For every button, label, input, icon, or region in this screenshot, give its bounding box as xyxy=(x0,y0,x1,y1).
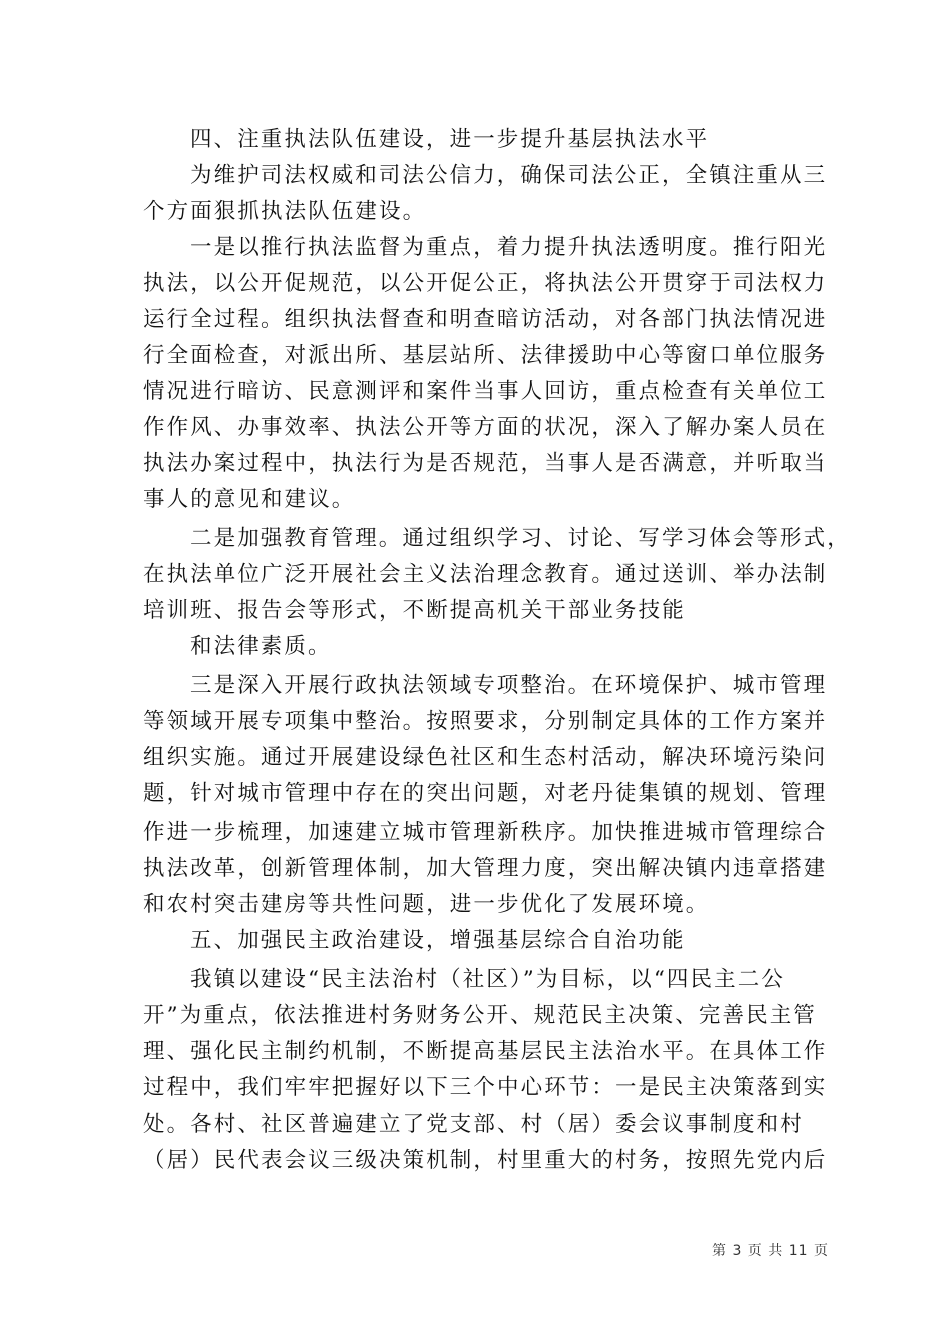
section-heading-5: 五、加强民主政治建设，增强基层综合自治功能 xyxy=(190,928,686,953)
paragraph-line: 我镇以建设“民主法治村（社区）”为目标，以“四民主二公 xyxy=(190,967,785,992)
paragraph-line: 和法律素质。 xyxy=(190,634,332,659)
paragraph-line: 处。各村、社区普遍建立了党支部、村（居）委会议事制度和村 xyxy=(143,1112,804,1137)
paragraph-line: 二是加强教育管理。通过组织学习、讨论、写学习体会等形式， xyxy=(190,526,851,551)
paragraph-line: 组织实施。通过开展建设绿色社区和生态村活动，解决环境污染问 xyxy=(143,745,828,770)
paragraph-line: 执法，以公开促规范，以公开促公正，将执法公开贯穿于司法权力 xyxy=(143,271,828,296)
paragraph-line: 过程中，我们牢牢把握好以下三个中心环节：一是民主决策落到实 xyxy=(143,1075,828,1100)
paragraph-line: 事人的意见和建议。 xyxy=(143,487,356,512)
section-heading-4: 四、注重执法队伍建设，进一步提升基层执法水平 xyxy=(190,127,710,152)
paragraph-line: 情况进行暗访、民意测评和案件当事人回访，重点检查有关单位工 xyxy=(143,379,828,404)
paragraph-line: 运行全过程。组织执法督查和明查暗访活动，对各部门执法情况进 xyxy=(143,307,828,332)
paragraph-line: 个方面狠抓执法队伍建设。 xyxy=(143,199,427,224)
paragraph-line: 题，针对城市管理中存在的突出问题，对老丹徒集镇的规划、管理 xyxy=(143,781,828,806)
paragraph-line: 为维护司法权威和司法公信力，确保司法公正，全镇注重从三 xyxy=(190,163,828,188)
paragraph-line: 一是以推行执法监督为重点，着力提升执法透明度。推行阳光 xyxy=(190,235,828,260)
paragraph-line: 行全面检查，对派出所、基层站所、法律援助中心等窗口单位服务 xyxy=(143,343,828,368)
paragraph-line: 培训班、报告会等形式，不断提高机关干部业务技能 xyxy=(143,598,686,623)
paragraph-line: 作进一步梳理，加速建立城市管理新秩序。加快推进城市管理综合 xyxy=(143,820,828,845)
page-number-footer: 第 3 页 共 11 页 xyxy=(712,1243,829,1259)
paragraph-line: 等领域开展专项集中整治。按照要求，分别制定具体的工作方案并 xyxy=(143,709,828,734)
paragraph-line: 开”为重点，依法推进村务财务公开、规范民主决策、完善民主管 xyxy=(143,1003,817,1028)
paragraph-line: 在执法单位广泛开展社会主义法治理念教育。通过送训、举办法制 xyxy=(143,562,828,587)
paragraph-line: 和农村突击建房等共性问题，进一步优化了发展环境。 xyxy=(143,892,710,917)
paragraph-line: 作作风、办事效率、执法公开等方面的状况，深入了解办案人员在 xyxy=(143,415,828,440)
paragraph-line: 理、强化民主制约机制，不断提高基层民主法治水平。在具体工作 xyxy=(143,1039,828,1064)
paragraph-line: （居）民代表会议三级决策机制，村里重大的村务，按照先党内后 xyxy=(143,1148,828,1173)
paragraph-line: 三是深入开展行政执法领域专项整治。在环境保护、城市管理 xyxy=(190,673,828,698)
paragraph-line: 执法办案过程中，执法行为是否规范，当事人是否满意，并听取当 xyxy=(143,451,828,476)
paragraph-line: 执法改革，创新管理体制，加大管理力度，突出解决镇内违章搭建 xyxy=(143,856,828,881)
